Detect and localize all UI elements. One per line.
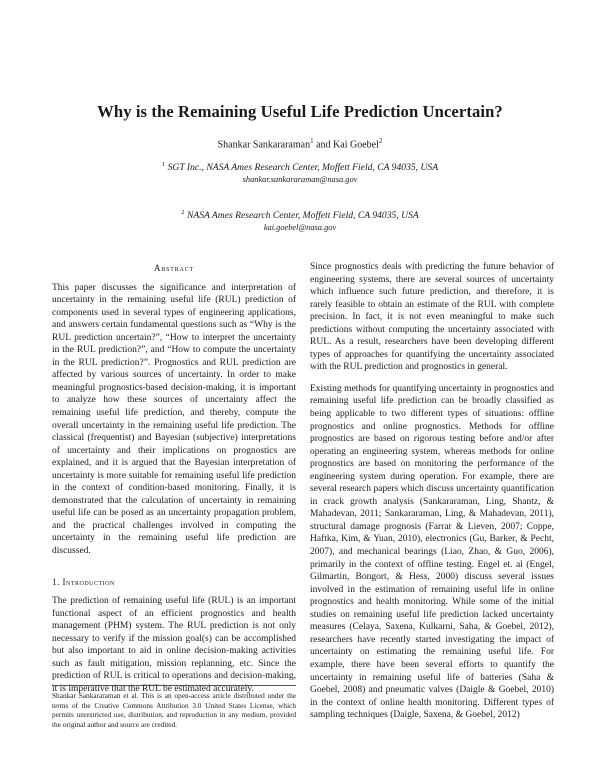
author-line	[40, 137, 560, 150]
author-name: Shankar Sankararaman	[217, 139, 311, 151]
paragraph: Existing methods for quantifying uncertainty in prognostics and remaining useful life prediction can be broadly classified as being applicable to two different types of situations: offline prognostics and online prognostics. Methods for offline prognostics are based on rigorous testing before and/or after operating an engineering system, whereas methods for online prognostics are based on monitoring the performance of the engineering system during operation. For example, there are several research papers which discuss uncertainty quantification in crack growth analysis (Sankararaman, Ling, Shantz, & Mahadevan, 2011; Sankararaman, Ling, & Mahadevan, 2011), structural damage prognosis (Farrar & Lieven, 2007; Coppe, Haftka, Kim, & Yuan, 2010), electronics (Gu, Barker, & Pecht, 2007), and mechanical bearings (Liao, Zhao, & Guo, 2006), primarily in the context of offline testing. Engel et. al (Engel, Gilmartin, Bongort, & Hess, 2000) discuss several issues involved in the estimation of remaining useful life in online prognostics and health monitoring. While some of the initial studies on remaining useful life prediction lacked uncertainty measures (Celaya, Saxena, Kulkarni, Saha, & Goebel, 2012), researchers have recently started investigating the impact of uncertainty on estimating the remaining useful life. For example, there have been several efforts to quantify the uncertainty in remaining useful life of batteries (Saha & Goebel, 2008) and pneumatic valves (Daigle & Goebel, 2010) in the context of online health monitoring. Different types of sampling techniques (Daigle, Saxena, & Goebel, 2012)	[310, 383, 554, 721]
affiliation-marker: 2	[181, 209, 185, 216]
right-column	[310, 261, 554, 722]
paper-title: Why is the Remaining Useful Life Prediction Uncertain?	[97, 102, 503, 121]
paragraph: Since prognostics deals with predicting the future behavior of engineering systems, there are several sources of uncertainty which influence such future prediction, and therefore, it is rarely feasible to obtain an estimate of the RUL with complete precision. In fact, it is not even meaningful to make such predictions without computing the uncertainty associated with RUL. As a result, researchers have been developing different types of approaches for quantifying the uncertainty associated with the RUL prediction and prognostics in general.	[310, 262, 554, 373]
license-footnote	[52, 685, 296, 729]
paragraph: The prediction of remaining useful life (RUL) is an important functional aspect of an efficient prognostics and health management (PHM) system. The RUL prediction is not only necessary to verify if the mission goal(s) can be accomplished but also important to aid in online decision-making activities such as fault mitigation, mission replanning, etc. Since the prediction of RUL is critical to operations and decision-making, it is imperative that the RUL be estimated accurately.	[52, 596, 296, 694]
author-name: Kai Goebel	[333, 139, 379, 151]
affiliation-text: NASA Ames Research Center, Moffett Field, CA 94035, USA	[186, 210, 419, 222]
abstract-heading: Abstract	[154, 263, 194, 273]
affiliation-email: shankar.sankararaman@nasa.gov	[242, 175, 358, 184]
left-column	[52, 262, 296, 696]
affiliation-text: SGT Inc., NASA Ames Research Center, Moffett Field, CA 94035, USA	[167, 162, 439, 174]
footnote-text: Shankar Sankararaman et al. This is an open-access article distributed under the terms of the Creative Commons Attribution 3.0 United States License, which permits unrestricted use, distribution, and reproduction in any medium, provided the original author and source are credited.	[52, 691, 296, 729]
abstract-text: This paper discusses the significance and interpretation of uncertainty in the remaining useful life (RUL) prediction of components used in several types of engineering applications, and answers certain fundamental questions such as “Why is the RUL prediction uncertain?”, “How to interpret the uncertainty in the RUL prediction?”, and “How to compute the uncertainty in the RUL prediction?”. Prognostics and RUL prediction are affected by various sources of uncertainty. In order to make meaningful prognostics-based decision-making, it is important to analyze how these sources of uncertainty affect the remaining useful life prediction, and thereby, compute the overall uncertainty in the remaining useful life prediction. The classical (frequentist) and Bayesian (subjective) interpretations of uncertainty and their implications on prognostics are explained, and it is argued that the Bayesian interpretation of uncertainty is more suitable for remaining useful life prediction in the context of condition-based monitoring. Finally, it is demonstrated that the calculation of uncertainty in remaining useful life can be posed as an uncertainty propagation problem, and the practical challenges involved in computing the uncertainty in the remaining useful life prediction are discussed.	[52, 282, 296, 557]
author-affil-marker: 2	[378, 137, 383, 145]
affiliation-marker: 1	[161, 161, 166, 168]
section-heading: 1. Introduction	[52, 576, 115, 587]
author-joiner: and	[313, 139, 334, 151]
affiliation-email: kai.goebel@nasa.gov	[263, 223, 337, 232]
affiliation	[40, 209, 560, 221]
affiliation	[40, 161, 560, 173]
author-affil-marker: 1	[310, 137, 314, 145]
footnote-rule	[52, 685, 296, 686]
